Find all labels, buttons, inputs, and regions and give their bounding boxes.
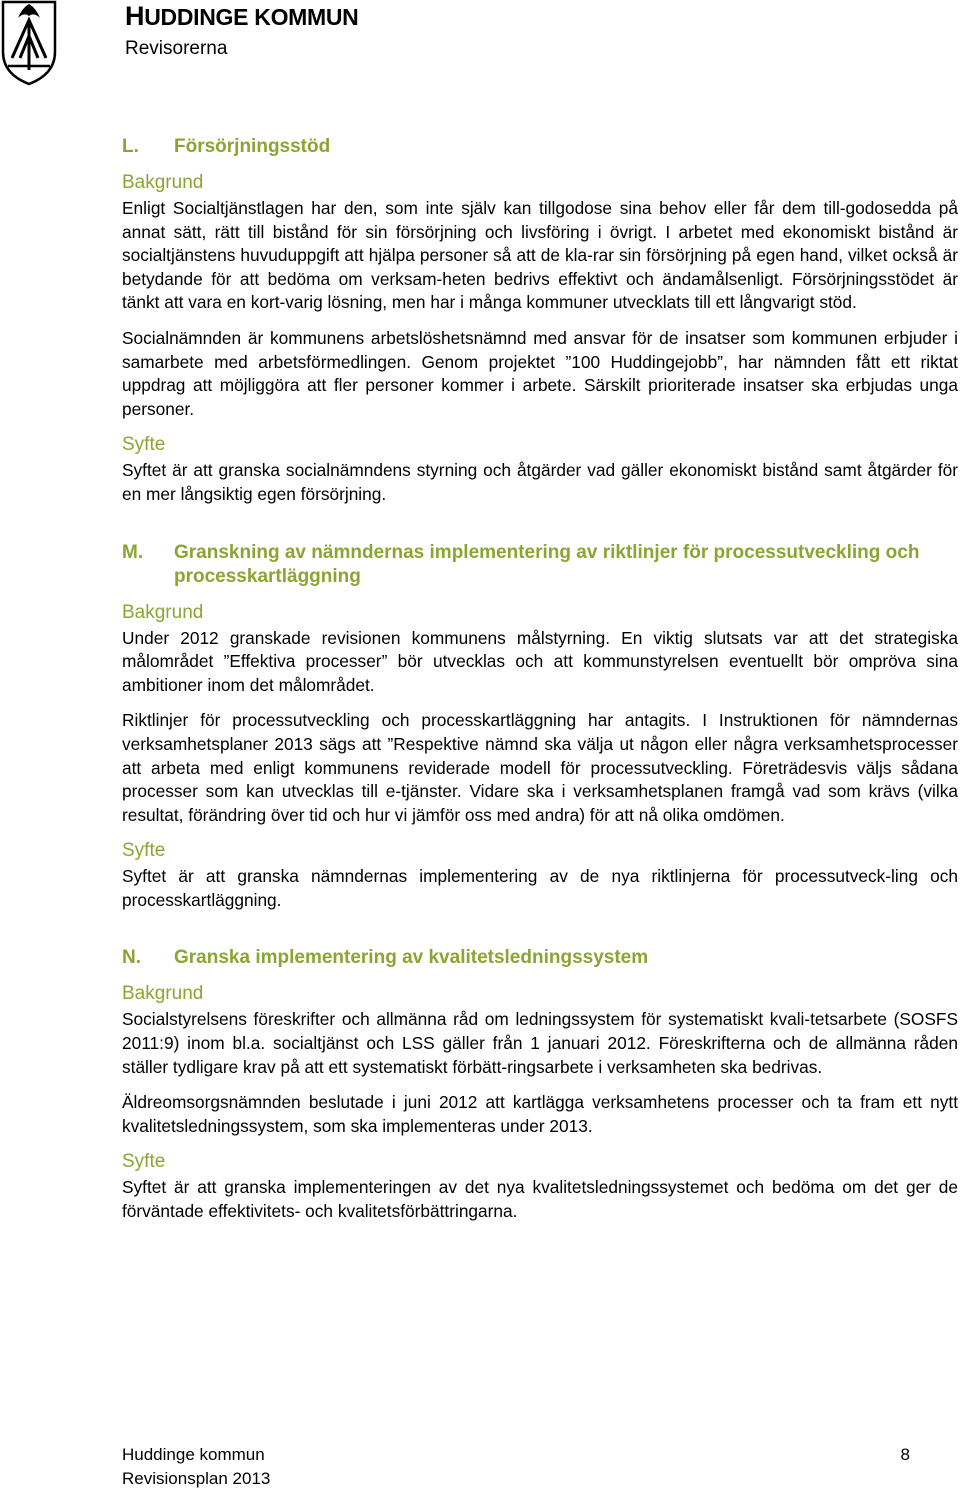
- bakgrund-label: Bakgrund: [122, 172, 204, 193]
- syfte-label: Syfte: [122, 434, 166, 456]
- bakgrund-label: Bakgrund: [122, 601, 204, 623]
- section-title: Granskning av nämndernas implementering av riktlinjer för processutveckling och processkartläggning: [174, 541, 920, 587]
- main-content: [122, 135, 958, 1236]
- paragraph: Äldreomsorgsnämnden beslutade i juni 2012 att kartlägga verksamhetens processer och ta fram ett nytt kvalitetsledningssystem, som ska implementeras under 2013.: [122, 1092, 958, 1136]
- section-letter: L.: [122, 136, 139, 157]
- section-l: [122, 135, 958, 507]
- paragraph: Socialnämnden är kommunens arbetslöshetsnämnd med ansvar för de insatser som kommunen erbjuder i samarbete med arbetsförmedlingen. Genom projektet ”100 Huddingejobb”, har nämnden fått ett riktat uppdrag att möjliggöra att fler personer kommer i arbete. Särskilt prioriterade insatser ska erbjudas unga personer.: [122, 327, 958, 419]
- footer-document-title: Revisionsplan 2013: [122, 1469, 271, 1488]
- huddinge-coat-of-arms-logo: [0, 0, 58, 86]
- header-subtitle: Revisorerna: [125, 38, 228, 59]
- section-heading: [122, 946, 958, 970]
- paragraph: Enligt Socialtjänstlagen har den, som inte själv kan tillgodose sina behov eller får dem till-godosedda på annat sätt, rätt till bistånd för sin försörjning och livsföring i övrigt. I arbetet med ekonomiskt bistånd är socialtjänstens huvuduppgift att hjälpa personer så att de kla-rar sin försörjning på egen hand, vilket också är betydande för att bedöma om verksam-heten bedrivs effektivt och ändamålsenligt. Försörjningsstödet är tänkt att vara en kort-varig lösning, men har i många kommuner utvecklats till ett långvarigt stöd.: [122, 198, 958, 313]
- bakgrund-label: Bakgrund: [122, 983, 204, 1005]
- section-letter: N.: [122, 947, 141, 969]
- section-heading: [122, 541, 958, 589]
- section-m: [122, 541, 958, 913]
- footer: [122, 1443, 270, 1491]
- section-heading: [122, 135, 958, 159]
- paragraph: Socialstyrelsens föreskrifter och allmänna råd om ledningssystem för systematiskt kvali-tetsarbete (SOSFS 2011:9) inom bl.a. socialtjänst och LSS gäller från 1 januari 2012. Föreskrifterna och de allmänna råden ställer tydligare krav på att ett systematiskt förbätt-ringsarbete i verksamheten ska bedrivas.: [122, 1009, 958, 1077]
- syfte-label: Syfte: [122, 1151, 166, 1173]
- footer-organization: Huddinge kommun: [122, 1445, 265, 1464]
- section-title: Granska implementering av kvalitetsledningssystem: [174, 947, 649, 969]
- page-number: 8: [900, 1445, 910, 1464]
- paragraph: Syftet är att granska socialnämndens styrning och åtgärder vad gäller ekonomiskt bistånd samt åtgärder för en mer långsiktig egen försörjning.: [122, 460, 958, 504]
- organization-name: HUDDINGE KOMMUN: [125, 1, 359, 31]
- paragraph: Riktlinjer för processutveckling och processkartläggning har antagits. I Instruktionen för nämndernas verksamhetsplaner 2013 sägs att ”Respektive nämnd ska välja ut någon eller några verksamhetsprocesser att arbeta med enligt kommunens reviderade modell för processutveckling. Företrädesvis väljs sådana processer som kan utvecklas till e-tjänster. Vidare ska i verksamhetsplanen framgå vad som krävs (vilka resultat, förändring över tid och hur vi jämför oss med andra) för att nå olika omdömen.: [122, 710, 958, 825]
- paragraph: Syftet är att granska implementeringen av det nya kvalitetsledningssystemet och bedöma om det ger de förväntade effektivitets- och kvalitetsförbättringarna.: [122, 1177, 958, 1222]
- syfte-label: Syfte: [122, 840, 166, 862]
- section-title: Försörjningsstöd: [174, 136, 331, 157]
- section-letter: M.: [122, 541, 144, 563]
- paragraph: Under 2012 granskade revisionen kommunens målstyrning. En viktig slutsats var att det strategiska målområdet ”Effektiva processer” bör utvecklas och att kommunstyrelsen eventuellt bör ompröva sina ambitioner inom det målområdet.: [122, 627, 958, 695]
- paragraph: Syftet är att granska nämndernas implementering av de nya riktlinjerna för processutveck-ling och processkartläggning.: [122, 866, 958, 910]
- section-n: [122, 946, 958, 1223]
